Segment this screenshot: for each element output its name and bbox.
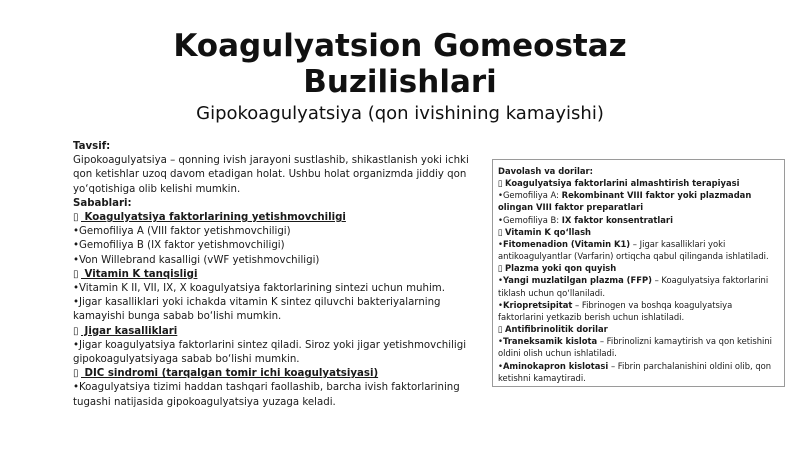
cause-heading <box>73 325 473 339</box>
cause-item: •Gemofiliya A (VIII faktor yetishmovchiligi) <box>73 226 291 238</box>
cause-item: •Koagulyatsiya tizimi haddan tashqari faollashib, barcha ivish faktorlarining tugashi natijasida gipokoagulyatsiya yuzaga keladi. <box>73 382 460 408</box>
box-icon: ▯ <box>498 226 503 237</box>
slide-title: Koagulyatsion Gomeostaz Buzilishlari <box>173 28 627 100</box>
treatment-item-prefix: • <box>498 299 503 310</box>
treatment-item-desc: – Koagulyatsiya faktorlarini tiklash uchun qo‘llaniladi. <box>498 275 769 298</box>
cause-item: •Von Willebrand kasalligi (vWF yetishmovchiligi) <box>73 254 320 266</box>
treatment-item <box>498 214 780 226</box>
treatment-item <box>498 189 780 213</box>
cause-heading-text: Jigar kasalliklari <box>81 325 178 337</box>
slide-subtitle: Gipokoagulyatsiya (qon ivishining kamayishi) <box>196 103 604 124</box>
treatment-item <box>498 360 780 384</box>
cause-item: •Vitamin K II, VII, IX, X koagulyatsiya faktorlarining sintezi uchun muhim. <box>73 283 445 295</box>
treatment-item-prefix: •Gemofiliya A: <box>498 190 562 201</box>
treatment-item <box>498 274 780 298</box>
treatment-section-heading-text: Plazma yoki qon quyish <box>505 263 617 274</box>
treatment-item-desc: – Jigar kasalliklari yoki antikoagulyantlar (Varfarin) ortiqcha qabul qilinganda ishlatiladi. <box>498 238 769 262</box>
treatment-item-name: Kriopretsipitat <box>502 299 573 310</box>
treatment-section-heading <box>498 177 780 189</box>
treatment-section-heading <box>498 323 780 335</box>
treatment-item-desc: – Fibrin parchalanishini oldini olib, qon ketishni kamaytiradi. <box>498 360 772 383</box>
treatment-box <box>492 159 785 387</box>
treatment-item <box>498 238 780 262</box>
box-icon: ▯ <box>73 268 79 280</box>
treatment-item-prefix: • <box>498 275 503 286</box>
treatment-item-prefix: • <box>498 360 503 371</box>
causes-list <box>73 211 473 410</box>
treatment-item-name: Traneksamik kislota <box>502 336 598 347</box>
cause-item: •Jigar kasalliklari yoki ichakda vitamin K sintez qiluvchi bakteriyalarning kamayishi bunga sabab bo‘lishi mumkin. <box>73 297 441 323</box>
treatment-heading: Davolash va dorilar: <box>498 166 593 176</box>
cause-item: •Gemofiliya B (IX faktor yetishmovchiligi) <box>73 240 285 252</box>
box-icon: ▯ <box>73 368 79 380</box>
box-icon: ▯ <box>73 212 79 224</box>
treatment-item-name: Yangi muzlatilgan plazma (FFP) <box>502 275 652 286</box>
cause-heading <box>73 367 473 381</box>
box-icon: ▯ <box>73 325 79 337</box>
treatment-item-prefix: •Gemofiliya B: <box>498 214 562 225</box>
treatment-section-heading-text: Vitamin K qo‘llash <box>505 226 592 237</box>
treatment-section-heading <box>498 262 780 274</box>
tavsif-body: Gipokoagulyatsiya – qonning ivish jarayoni sustlashib, shikastlanish yoki ichki qon ketishlar uzoq davom etadigan holat. Ushbu holat organizmda jiddiy qon yo‘qotishiga olib kelishi mumkin. <box>73 155 469 195</box>
treatment-section-heading-text: Koagulyatsiya faktorlarini almashtirish terapiyasi <box>505 178 740 189</box>
treatment-item-prefix: • <box>498 238 503 249</box>
treatment-item-desc: – Fibrinolizni kamaytirish va qon ketishini oldini olish uchun ishlatiladi. <box>498 336 772 359</box>
treatment-item-name: Aminokapron kislotasi <box>502 360 609 371</box>
box-icon: ▯ <box>498 324 503 335</box>
treatment-item-name: IX faktor konsentratlari <box>561 214 673 225</box>
treatment-item-name: Fitomenadion (Vitamin K1) <box>502 238 631 249</box>
cause-heading <box>73 211 473 225</box>
cause-heading-text: DIC sindromi (tarqalgan tomir ichi koagulyatsiyasi) <box>81 368 379 380</box>
treatment-section-heading-text: Antifibrinolitik dorilar <box>505 324 608 335</box>
tavsif-heading: Tavsif: <box>73 141 111 152</box>
treatment-item <box>498 335 780 359</box>
treatment-item-name: Rekombinant VIII faktor yoki plazmadan olingan VIII faktor preparatlari <box>498 190 752 213</box>
treatment-item <box>498 299 780 323</box>
cause-item: •Jigar koagulyatsiya faktorlarini sintez qiladi. Siroz yoki jigar yetishmovchiligi gipokoagulyatsiyaga sabab bo‘lishi mumkin. <box>73 339 467 366</box>
treatment-item-desc: – Fibrinogen va boshqa koagulyatsiya faktorlarini yetkazib berish uchun ishlatiladi. <box>498 299 733 322</box>
sabablari-heading: Sabablari: <box>73 197 132 209</box>
treatment-item-prefix: • <box>498 336 503 347</box>
box-icon: ▯ <box>498 263 503 274</box>
treatment-section-heading <box>498 226 780 238</box>
left-content <box>73 140 473 410</box>
treatment-list <box>498 177 780 384</box>
box-icon: ▯ <box>498 178 503 189</box>
cause-heading-text: Koagulyatsiya faktorlarining yetishmovchiligi <box>81 212 346 224</box>
cause-heading <box>73 268 473 282</box>
cause-heading-text: Vitamin K tanqisligi <box>81 268 198 280</box>
